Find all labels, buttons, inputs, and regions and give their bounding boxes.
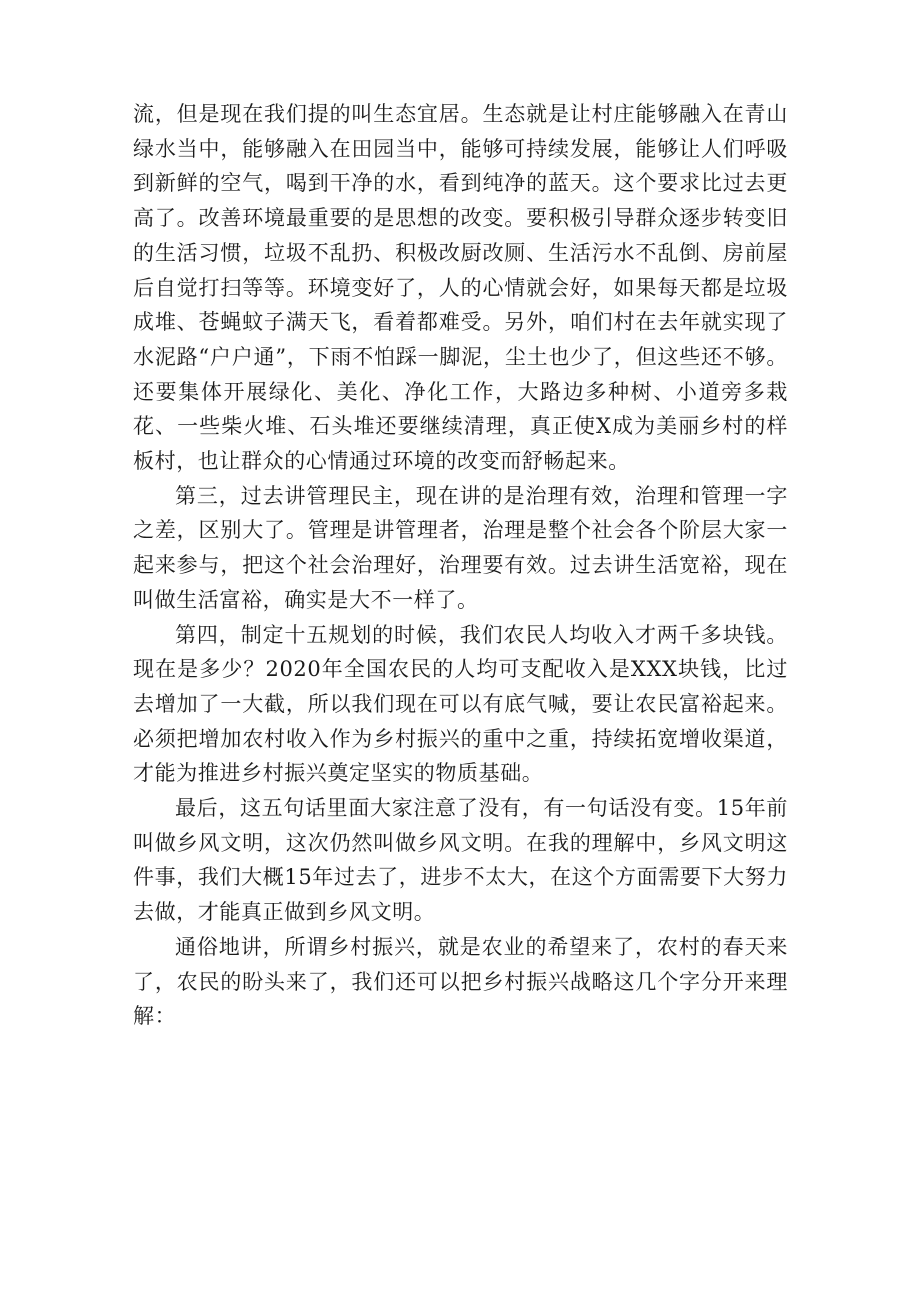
paragraph-revitalization: 通俗地讲，所谓乡村振兴，就是农业的希望来了，农村的春天来了，农民的盼头来了，我们还可以把乡村振兴战略这几个字分开来理解： (133, 934, 788, 1029)
document-body (133, 97, 788, 1034)
paragraph-civility: 最后，这五句话里面大家注意了没有，有一句话没有变。15年前叫做乡风文明，这次仍然叫做乡风文明。在我的理解中，乡风文明这件事，我们大概15年过去了，进步不太大，在这个方面需要下大努力去做，才能真正做到乡风文明。 (133, 796, 788, 925)
paragraph-income: 第四，制定十五规划的时候，我们农民人均收入才两千多块钱。现在是多少？2020年全国农民的人均可支配收入是XXX块钱，比过去增加了一大截，所以我们现在可以有底气喊，要让农民富裕起来。必须把增加农村收入作为乡村振兴的重中之重，持续拓宽增收渠道，才能为推进乡村振兴奠定坚实的物质基础。 (133, 622, 788, 786)
paragraph-ecology: 流，但是现在我们提的叫生态宜居。生态就是让村庄能够融入在青山绿水当中，能够融入在田园当中，能够可持续发展，能够让人们呼吸到新鲜的空气，喝到干净的水，看到纯净的蓝天。这个要求比过去更高了。改善环境最重要的是思想的改变。要积极引导群众逐步转变旧的生活习惯，垃圾不乱扔、积极改厨改厕、生活污水不乱倒、房前屋后自觉打扫等等。环境变好了，人的心情就会好，如果每天都是垃圾成堆、苍蝇蚊子满天飞，看着都难受。另外，咱们村在去年就实现了水泥路“户户通”，下雨不怕踩一脚泥，尘土也少了，但这些还不够。还要集体开展绿化、美化、净化工作，大路边多种树、小道旁多栽花、一些柴火堆、石头堆还要继续清理，真正使X成为美丽乡村的样板村，也让群众的心情通过环境的改变而舒畅起来。 (133, 102, 788, 474)
paragraph-governance: 第三，过去讲管理民主，现在讲的是治理有效，治理和管理一字之差，区别大了。管理是讲管理者，治理是整个社会各个阶层大家一起来参与，把这个社会治理好，治理要有效。过去讲生活宽裕，现在叫做生活富裕，确实是大不一样了。 (133, 483, 788, 612)
